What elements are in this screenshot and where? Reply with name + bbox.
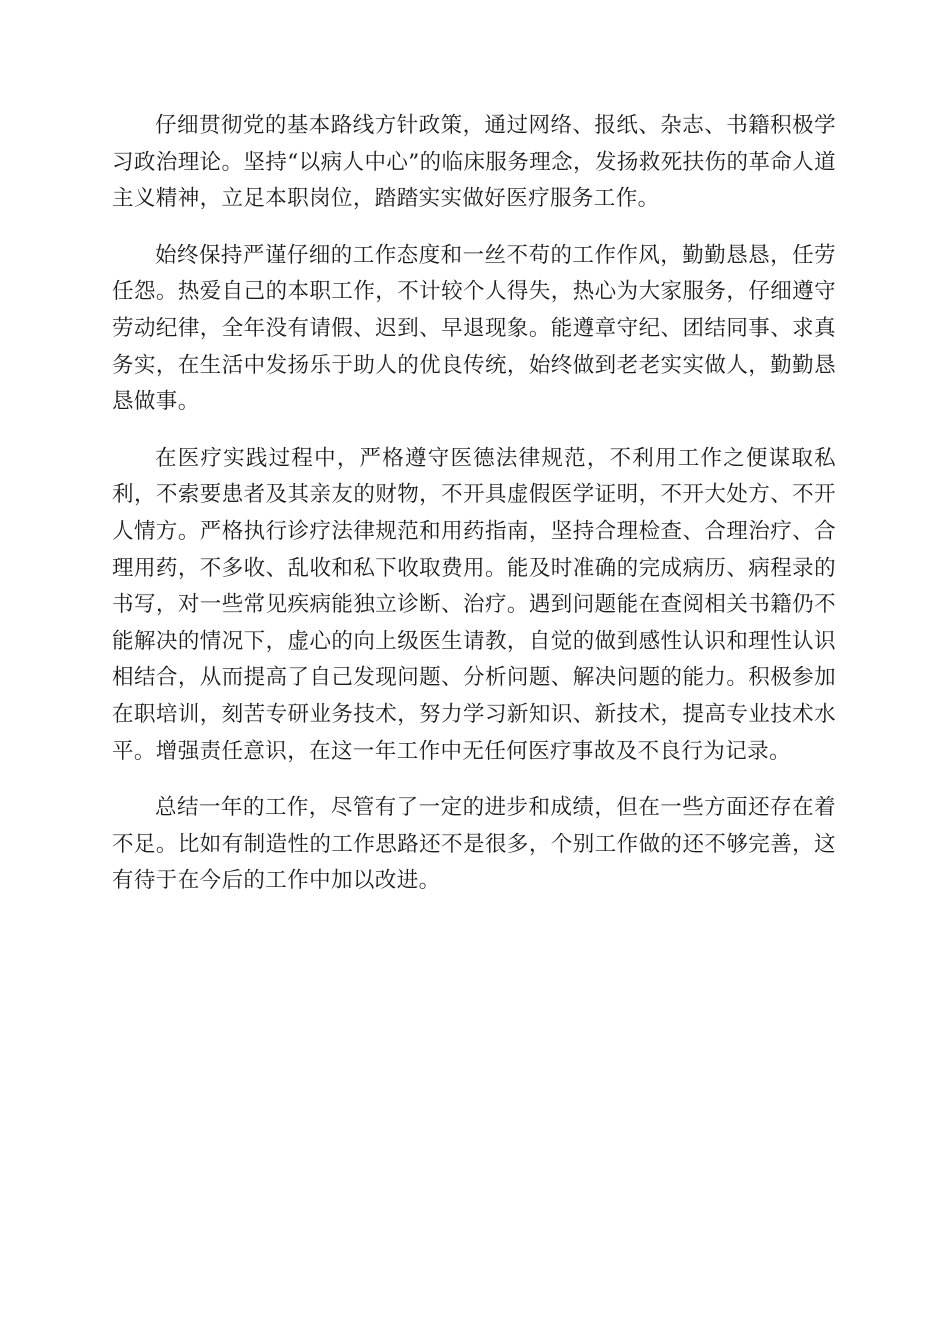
paragraph-3: 在医疗实践过程中，严格遵守医德法律规范，不利用工作之便谋取私利，不索要患者及其亲友的财物，不开具虚假医学证明，不开大处方、不开人情方。严格执行诊疗法律规范和用药指南，坚持合理检查、合理治疗、合理用药，不多收、乱收和私下收取费用。能及时准确的完成病历、病程录的书写，对一些常见疾病能独立诊断、治疗。遇到问题能在查阅相关书籍仍不能解决的情况下，虚心的向上级医生请教，自觉的做到感性认识和理性认识相结合，从而提高了自己发现问题、分析问题、解决问题的能力。积极参加在职培训，刻苦专研业务技术，努力学习新知识、新技术，提高专业技术水平。增强责任意识，在这一年工作中无任何医疗事故及不良行为记录。 xyxy=(112,445,836,764)
paragraph-2: 始终保持严谨仔细的工作态度和一丝不苟的工作作风，勤勤恳恳，任劳任怨。热爱自己的本职工作，不计较个人得失，热心为大家服务，仔细遵守劳动纪律，全年没有请假、迟到、早退现象。能遵章守纪、团结同事、求真务实，在生活中发扬乐于助人的优良传统，始终做到老老实实做人，勤勤恳恳做事。 xyxy=(112,242,836,415)
document-body xyxy=(112,108,836,920)
paragraph-4: 总结一年的工作，尽管有了一定的进步和成绩，但在一些方面还存在着不足。比如有制造性的工作思路还不是很多，个别工作做的还不够完善，这有待于在今后的工作中加以改进。 xyxy=(112,795,836,894)
paragraph-1: 仔细贯彻党的基本路线方针政策，通过网络、报纸、杂志、书籍积极学习政治理论。坚持“以病人中心”的临床服务理念，发扬救死扶伤的革命人道主义精神，立足本职岗位，踏踏实实做好医疗服务工作。 xyxy=(112,113,836,212)
